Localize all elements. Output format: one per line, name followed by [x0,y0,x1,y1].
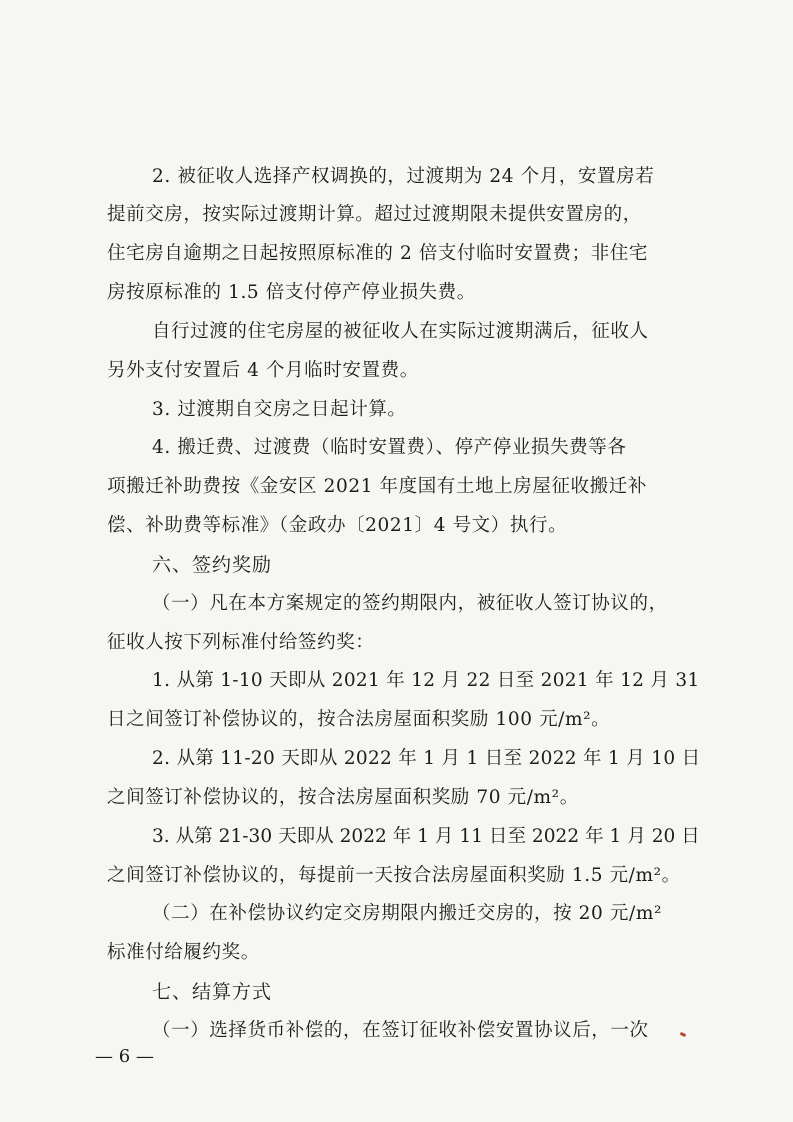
paragraph-line: 项搬迁补助费按《金安区 2021 年度国有土地上房屋征收搬迁补 [107,476,647,497]
paragraph-line: 房按原标准的 1.5 倍支付停产停业损失费。 [107,282,476,303]
paragraph-line: 另外支付安置后 4 个月临时安置费。 [107,360,419,381]
paragraph-line: 2. 被征收人选择产权调换的，过渡期为 24 个月，安置房若 [152,166,655,187]
paragraph-line: 自行过渡的住宅房屋的被征收人在实际过渡期满后，征收人 [152,321,649,342]
paragraph-line: （二）在补偿协议约定交房期限内搬迁交房的，按 20 元/m² [152,903,662,924]
section-heading: 六、签约奖励 [152,554,273,576]
paragraph-line: 4. 搬迁费、过渡费（临时安置费）、停产停业损失费等各 [152,437,627,458]
paragraph-line: 1. 从第 1-10 天即从 2021 年 12 月 22 日至 2021 年 12 月 31 [152,670,700,691]
scan-mark [680,1032,687,1037]
paragraph-line: 日之间签订补偿协议的，按合法房屋面积奖励 100 元/m²。 [107,709,611,730]
paragraph-line: 征收人按下列标准付给签约奖： [107,632,375,653]
paragraph-line: 之间签订补偿协议的，每提前一天按合法房屋面积奖励 1.5 元/m²。 [107,865,681,886]
paragraph-line: （一）选择货币补偿的，在签订征收补偿安置协议后，一次 [152,1020,649,1041]
paragraph-line: 2. 从第 11-20 天即从 2022 年 1 月 1 日至 2022 年 1 月 10 日 [152,748,701,769]
paragraph-line: 偿、补助费等标准》（金政办〔2021〕4 号文）执行。 [107,515,568,536]
paragraph-line: 提前交房，按实际过渡期计算。超过过渡期限未提供安置房的， [107,204,642,225]
paragraph-line: 之间签订补偿协议的，按合法房屋面积奖励 70 元/m²。 [107,787,579,808]
paragraph-line: 住宅房自逾期之日起按照原标准的 2 倍支付临时安置费；非住宅 [107,243,649,264]
page-number: — 6 — [95,1046,154,1067]
paragraph-line: （一）凡在本方案规定的签约期限内，被征收人签订协议的， [152,593,668,614]
paragraph-line: 3. 从第 21-30 天即从 2022 年 1 月 11 日至 2022 年 1 月 20 日 [152,826,700,847]
paragraph-line: 标准付给履约奖。 [107,942,260,963]
paragraph-line: 3. 过渡期自交房之日起计算。 [152,399,407,420]
section-heading: 七、结算方式 [152,981,273,1003]
